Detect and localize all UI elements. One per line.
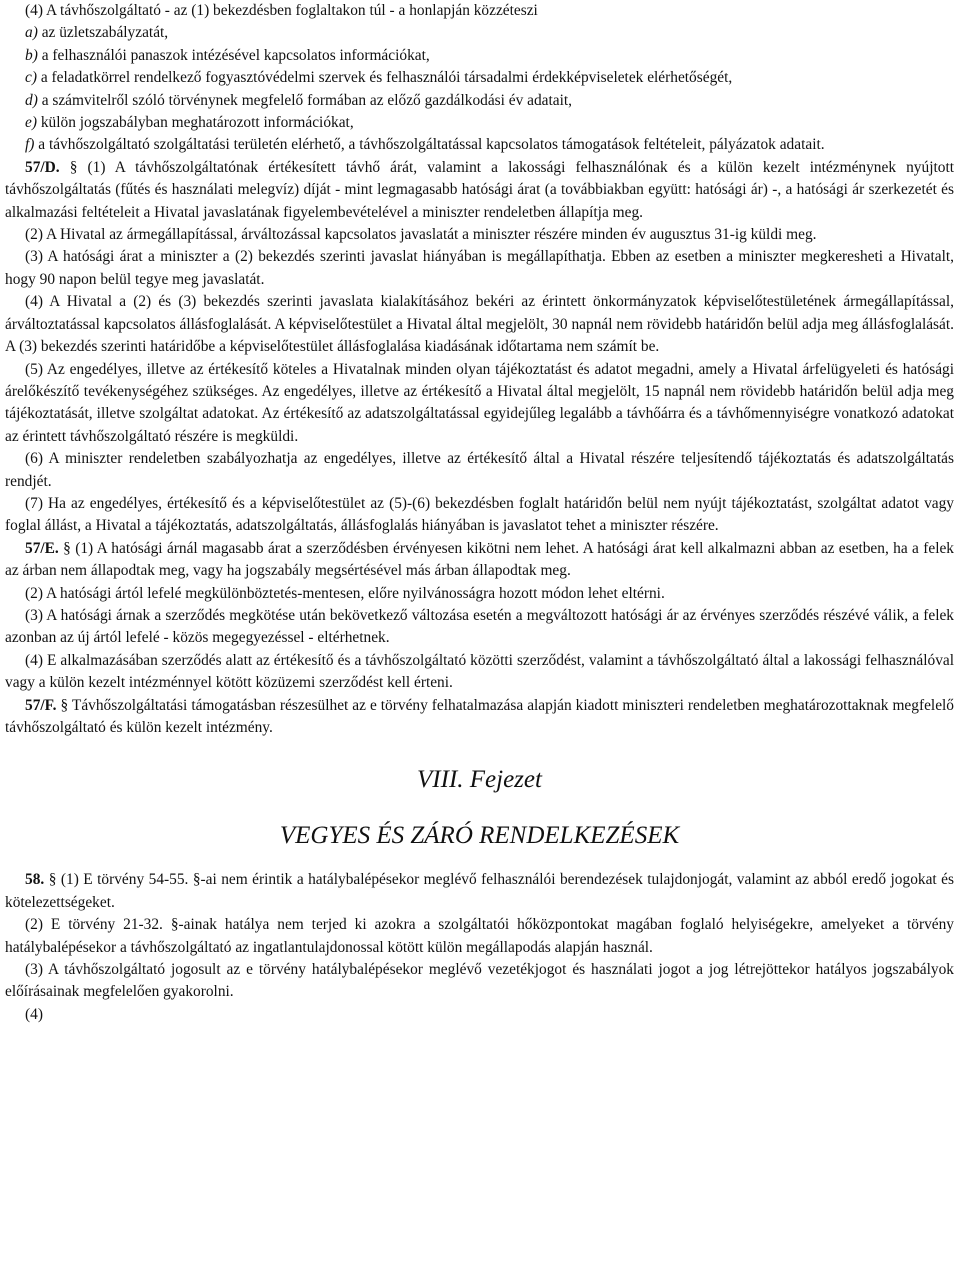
list-text: a felhasználói panaszok intézésével kapcsolatos információkat, <box>41 46 430 64</box>
section-57e-p4: (4) E alkalmazásában szerződés alatt az értékesítő és a távhőszolgáltató közötti szerződést, valamint a távhőszolgáltató által a lakossági felhasználóval vagy a külön kezelt intézménnyel kötött közüzemi szerződést kell érteni. <box>5 651 954 692</box>
list-label: d) <box>25 91 38 109</box>
section-57e-p3: (3) A hatósági árnak a szerződés megkötése után bekövetkező változása esetén a megváltozott hatósági ár az érvényes szerződés részévé válik, a felek azonban az új ártól lefelé - közös megegyezéssel - eltérhetnek. <box>5 606 954 647</box>
list-label: e) <box>25 114 37 132</box>
section-number: 58. <box>25 871 45 889</box>
list-text: a feladatkörrel rendelkező fogyasztóvédelmi szervek és felhasználói társadalmi érdekképviseletek elérhetőségét, <box>40 69 733 87</box>
section-57d-p4: (4) A Hivatal a (2) és (3) bekezdés szerinti javaslata kialakításához bekéri az érintett önkormányzatok képviselőtestületének ármegállapítással, árváltoztatással kapcsolatos állásfoglalását. A képviselőtestület a Hivatal által megjelölt, 30 napnál nem rövidebb határidőn belül adja meg állásfoglalását. A (3) bekezdés szerinti határidőbe a képviselőtestület állásfoglalása kiadásának időtartama nem számít be. <box>5 293 954 356</box>
list-text: az üzletszabályzatát, <box>41 24 169 42</box>
list-item-b <box>5 45 954 67</box>
list-label: b) <box>25 46 38 64</box>
paragraph-text: § (1) A hatósági árnál magasabb árat a szerződésben érvényesen kikötni nem lehet. A hatósági árat kell alkalmazni abban az esetben, ha a felek az árban nem állapodtak meg, vagy ha jogszabály megsértésével más árban állapodtak meg. <box>5 539 955 580</box>
section-58-p2: (2) E törvény 21-32. §-ainak hatálya nem terjed ki azokra a szolgáltatói hőközpontokat magában foglaló helyiségekre, amelyeket a törvény hatálybalépésekor a távhőszolgáltató az ingatlantulajdonossal kötött külön megállapodás alapján használ. <box>5 916 954 956</box>
section-57d-p6: (6) A miniszter rendeletben szabályozhatja az engedélyes, illetve az értékesítő által a Hivatal részére teljesítendő tájékoztatás és adatszolgáltatás rendjét. <box>5 450 954 490</box>
section-57d-p3: (3) A hatósági árat a miniszter a (2) bekezdés szerinti javaslat hiányában is megállapíthatja. Ebben az esetben a miniszter megkeresheti a Hivatalt, hogy 90 napon belül tegye meg javaslatát. <box>5 248 954 288</box>
section-58-p3: (3) A távhőszolgáltató jogosult az e törvény hatálybalépésekor meglévő vezetékjogot és használati jogot a jog létrejöttekor hatályos jogszabályok előírásainak megfelelően gyakorolni. <box>5 961 954 1001</box>
list-item-d <box>5 90 954 112</box>
section-57e-p1 <box>5 538 954 583</box>
section-number: 57/D. <box>25 158 60 176</box>
section-4-intro: (4) A távhőszolgáltató - az (1) bekezdésben foglaltakon túl - a honlapján közzéteszi <box>25 2 538 19</box>
chapter-title: VEGYES ÉS ZÁRÓ RENDELKEZÉSEK <box>279 822 680 850</box>
section-58-p4: (4) <box>25 1005 43 1023</box>
section-number: 57/E. <box>25 539 59 557</box>
list-item-f <box>5 134 954 156</box>
list-label: c) <box>25 69 37 87</box>
list-text: a számvitelről szóló törvénynek megfelelő formában az előző gazdálkodási év adatait, <box>41 91 573 109</box>
list-item-e <box>5 112 954 134</box>
section-57d-p7: (7) Ha az engedélyes, értékesítő és a képviselőtestület az (5)-(6) bekezdésben foglalt határidőn belül nem nyújt tájékoztatást, szolgáltat adatot vagy foglal állást, a Hivatal a tájékoztatás, adatszolgáltatás, állásfoglalás hiányában is javaslatot tehet a miniszter részére. <box>5 494 954 535</box>
list-text: külön jogszabályban meghatározott információkat, <box>40 114 354 132</box>
section-57d-p1 <box>5 157 954 224</box>
list-item-c <box>5 67 954 89</box>
paragraph-text: § (1) A távhőszolgáltatónak értékesített távhő árát, valamint a lakossági felhasználónak és a külön kezelt intézménynek nyújtott távhőszolgáltatás (fűtés és használati melegvíz) díját - mint legmagasabb hatósági árat (a továbbiakban együtt: hatósági ár) -, a hatósági ár szerkezetét és alkalmazási feltételeit a Hivatal javaslatának figyelembevételével a miniszter rendeletben állapítja meg. <box>5 158 954 221</box>
paragraph-text: § (1) E törvény 54-55. §-ai nem érintik a hatálybalépésekor meglévő felhasználói berendezések tulajdonjogát, valamint az abból eredő jogokat és kötelezettségeket. <box>5 871 954 911</box>
paragraph-text: § Távhőszolgáltatási támogatásban részesülhet az e törvény felhatalmazása alapján kiadott miniszteri rendeletben meghatározottaknak megfelelő távhőszolgáltató és külön kezelt intézmény. <box>5 696 954 736</box>
section-57d-p2: (2) A Hivatal az ármegállapítással, árváltozással kapcsolatos javaslatát a miniszter részére minden év augusztus 31-ig küldi meg. <box>25 226 817 244</box>
list-label: a) <box>25 24 38 42</box>
section-number: 57/F. <box>25 696 57 714</box>
list-label: f) <box>25 136 35 154</box>
section-57d-p5: (5) Az engedélyes, illetve az értékesítő köteles a Hivatalnak minden olyan tájékoztatást és adatot megadni, amely a Hivatal árfelügyeleti és hatósági árelőkészítő tevékenységéhez szükséges. Az engedélyes, illetve az értékesítő a Hivatal által megjelölt, 15 napnál nem rövidebb határidőn belül adja meg tájékoztatását, illetve szolgáltat adatokat. Az értékesítő az adatszolgáltatással egyidejűleg legalább a távhőárra és a távhőmennyiségre vonatkozó adatokat az érintett távhőszolgáltató részére is megküldi. <box>5 360 954 445</box>
list-item-a <box>5 22 954 44</box>
list-text: a távhőszolgáltató szolgáltatási területén elérhető, a távhőszolgáltatással kapcsolatos támogatások feltételeit, pályázatok adatait. <box>38 136 825 154</box>
section-57f-p1 <box>5 695 954 740</box>
section-57e-p2: (2) A hatósági ártól lefelé megkülönböztetés-mentesen, előre nyilvánosságra hozott módon lehet eltérni. <box>25 584 665 602</box>
section-58-p1 <box>5 869 954 914</box>
chapter-number: VIII. Fejezet <box>417 766 542 794</box>
